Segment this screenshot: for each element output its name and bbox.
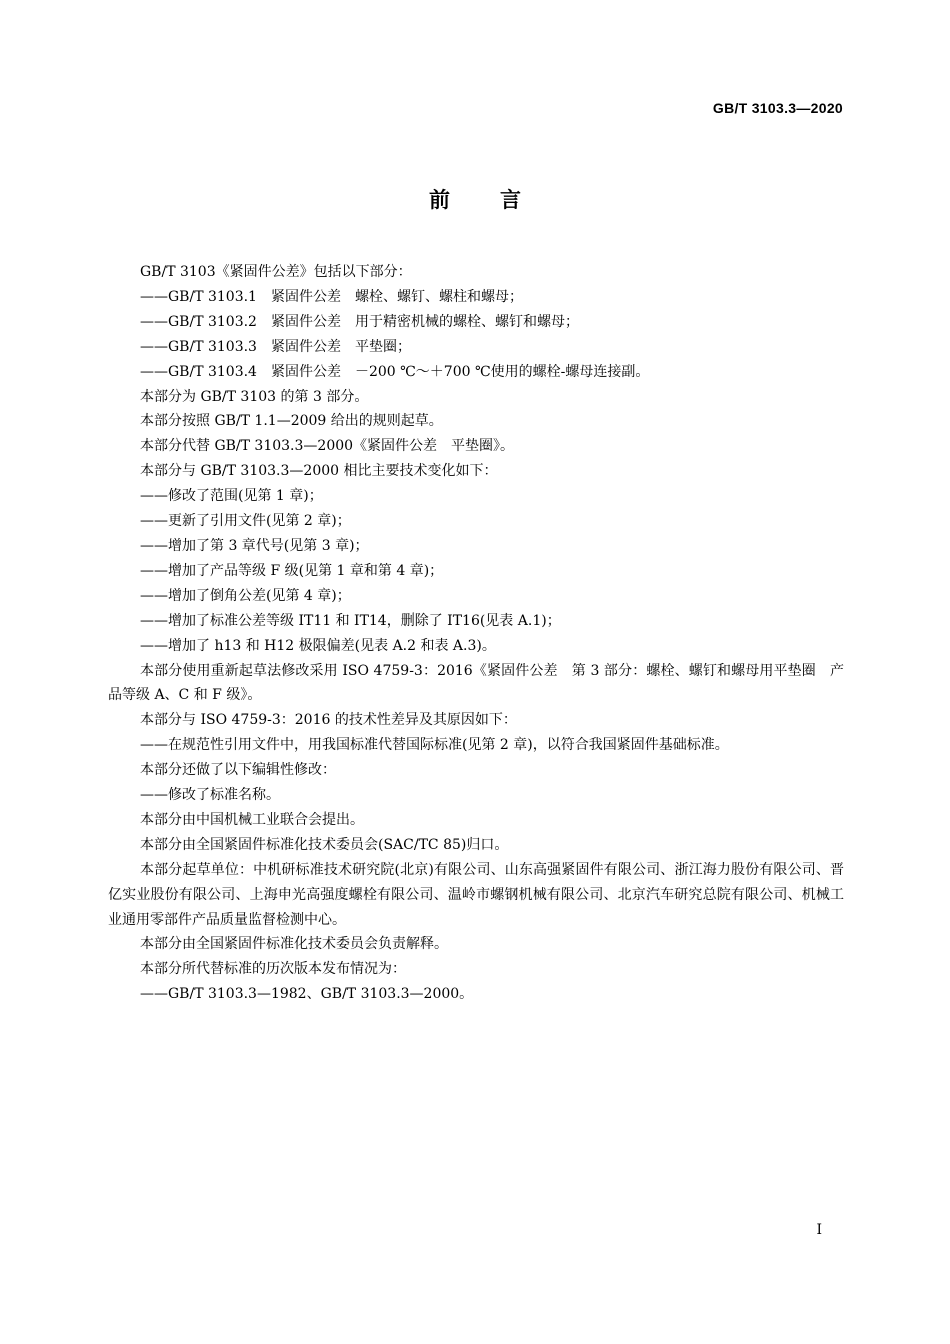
foreword-body (108, 260, 844, 1007)
page-title: 前言 (429, 188, 571, 212)
paragraph-drafting-rules: 本部分按照 GB/T 1.1—2009 给出的规则起草。 (140, 413, 443, 430)
standard-number: GB/T 3103.3—2020 (712, 100, 843, 116)
paragraph-editorial-intro: 本部分还做了以下编辑性修改： (140, 762, 336, 779)
paragraph-this-part: 本部分为 GB/T 3103 的第 3 部分。 (140, 388, 369, 405)
paragraph-drafting-units: 本部分起草单位：中机研标准技术研究院(北京)有限公司、山东高强紧固件有限公司、浙江海力股份有限公司、晋亿实业股份有限公司、上海申光高强度螺栓有限公司、温岭市螺钢机械有限公司、北京汽车研究总院有限公司、机械工业通用零部件产品质量监督检测中心。 (108, 861, 844, 928)
list-item-change: ——修改了范围(见第 1 章)； (140, 488, 323, 505)
list-item-part-1: ——GB/T 3103.1 紧固件公差 螺栓、螺钉、螺柱和螺母； (140, 288, 523, 305)
paragraph-history-intro: 本部分所代替标准的历次版本发布情况为： (140, 961, 406, 978)
paragraph-replaces: 本部分代替 GB/T 3103.3—2000《紧固件公差 平垫圈》。 (140, 438, 515, 455)
paragraph-parts-intro: GB/T 3103《紧固件公差》包括以下部分： (140, 264, 412, 280)
list-item-difference: ——在规范性引用文件中，用我国标准代替国际标准(见第 2 章)，以符合我国紧固件基础标准。 (140, 737, 729, 754)
list-item-history: ——GB/T 3103.3—1982、GB/T 3103.3—2000。 (140, 986, 474, 1003)
list-item-change: ——更新了引用文件(见第 2 章)； (140, 513, 351, 530)
list-item-part-4: ——GB/T 3103.4 紧固件公差 －200 ℃～＋700 ℃使用的螺栓-螺母连接副。 (140, 363, 650, 380)
paragraph-centralized-by: 本部分由全国紧固件标准化技术委员会(SAC/TC 85)归口。 (140, 836, 509, 853)
list-item-change: ——增加了倒角公差(见第 4 章)； (140, 587, 351, 604)
page-number: I (816, 1222, 822, 1238)
paragraph-changes-intro: 本部分与 GB/T 3103.3—2000 相比主要技术变化如下： (140, 463, 498, 480)
list-item-editorial: ——修改了标准名称。 (140, 787, 280, 804)
paragraph-proposed-by: 本部分由中国机械工业联合会提出。 (140, 811, 364, 828)
paragraph-interpreted-by: 本部分由全国紧固件标准化技术委员会负责解释。 (140, 936, 448, 953)
paragraph-adoption: 本部分使用重新起草法修改采用 ISO 4759-3：2016《紧固件公差 第 3 部分：螺栓、螺钉和螺母用平垫圈 产品等级 A、C 和 F 级》。 (108, 662, 844, 704)
list-item-change: ——增加了产品等级 F 级(见第 1 章和第 4 章)； (140, 562, 444, 579)
list-item-change: ——增加了第 3 章代号(见第 3 章)； (140, 537, 369, 554)
paragraph-differences-intro: 本部分与 ISO 4759-3：2016 的技术性差异及其原因如下： (140, 712, 517, 729)
list-item-change: ——增加了 h13 和 H12 极限偏差(见表 A.2 和表 A.3)。 (140, 637, 496, 654)
list-item-change: ——增加了标准公差等级 IT11 和 IT14，删除了 IT16(见表 A.1)； (140, 612, 561, 629)
list-item-part-2: ——GB/T 3103.2 紧固件公差 用于精密机械的螺栓、螺钉和螺母； (140, 313, 579, 330)
list-item-part-3: ——GB/T 3103.3 紧固件公差 平垫圈； (140, 338, 411, 355)
